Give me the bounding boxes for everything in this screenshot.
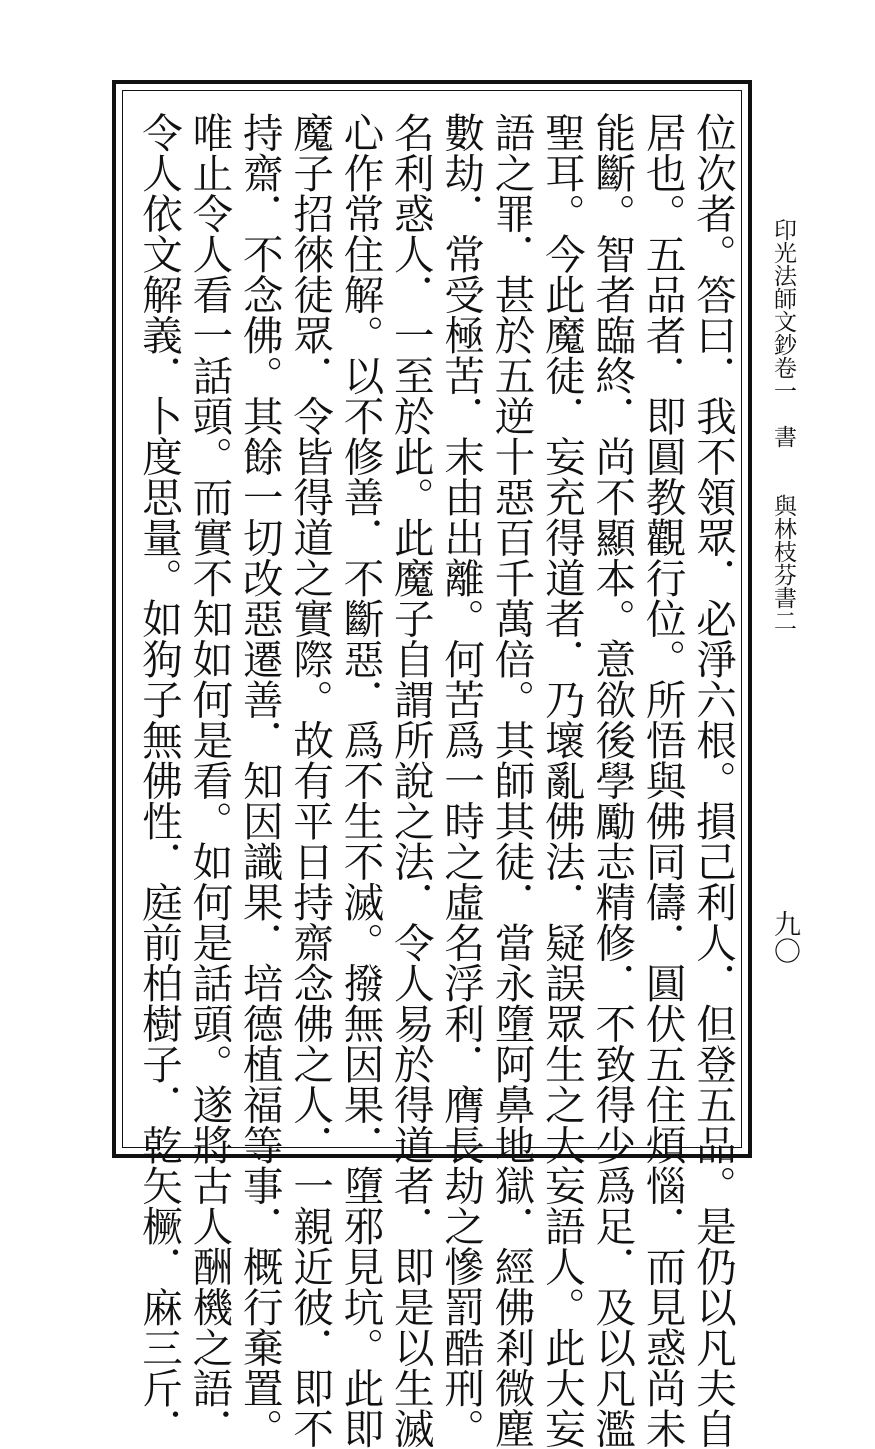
text-column-7: 名利惑人．一至於此。此魔子自謂所說之法．令人易於得道者．即是以生滅 bbox=[386, 112, 435, 1449]
page-number: 九〇 bbox=[769, 910, 800, 964]
text-column-11: 唯止令人看一話頭。而實不知如何是看。如何是話頭。遂將古人酬機之語． bbox=[185, 112, 234, 1449]
text-column-8: 心作常住解。以不修善．不斷惡．爲不生不滅。撥無因果．墮邪見坑。此即 bbox=[336, 112, 385, 1449]
text-column-6: 數劫．常受極苦．末由出離。何苦爲一時之虛名浮利．膺長劫之慘罰酷刑。 bbox=[437, 112, 486, 1449]
main-text-block bbox=[130, 112, 742, 1449]
text-column-2: 居也。五品者．即圓教觀行位。所悟與佛同儔．圓伏五住煩惱．而見惑尚未 bbox=[638, 112, 687, 1449]
text-column-4: 聖耳。今此魔徒．妄充得道者．乃壞亂佛法．疑誤眾生之大妄語人。此大妄 bbox=[537, 112, 586, 1449]
text-column-9: 魔子招徠徒眾．令皆得道之實際。故有平日持齋念佛之人．一親近彼．即不 bbox=[286, 112, 335, 1449]
text-column-10: 持齋．不念佛。其餘一切改惡遷善．知因識果．培德植福等事．概行棄置。 bbox=[235, 112, 284, 1449]
text-column-12: 令人依文解義．卜度思量。如狗子無佛性．庭前柏樹子．乾矢橛．麻三斤． bbox=[135, 112, 183, 1449]
text-column-5: 語之罪．甚於五逆十惡百千萬倍。其師其徒．當永墮阿鼻地獄．經佛剎微塵 bbox=[487, 112, 536, 1449]
running-header: 印光法師文鈔卷一 書 與林枝芬書二 bbox=[770, 218, 796, 632]
text-column-1: 位次者。答曰．我不領眾．必淨六根。損己利人．但登五品。是仍以凡夫自 bbox=[688, 112, 737, 1449]
text-column-3: 能斷。智者臨終．尚不顯本。意欲後學勵志精修．不致得少爲足．及以凡濫 bbox=[588, 112, 637, 1449]
